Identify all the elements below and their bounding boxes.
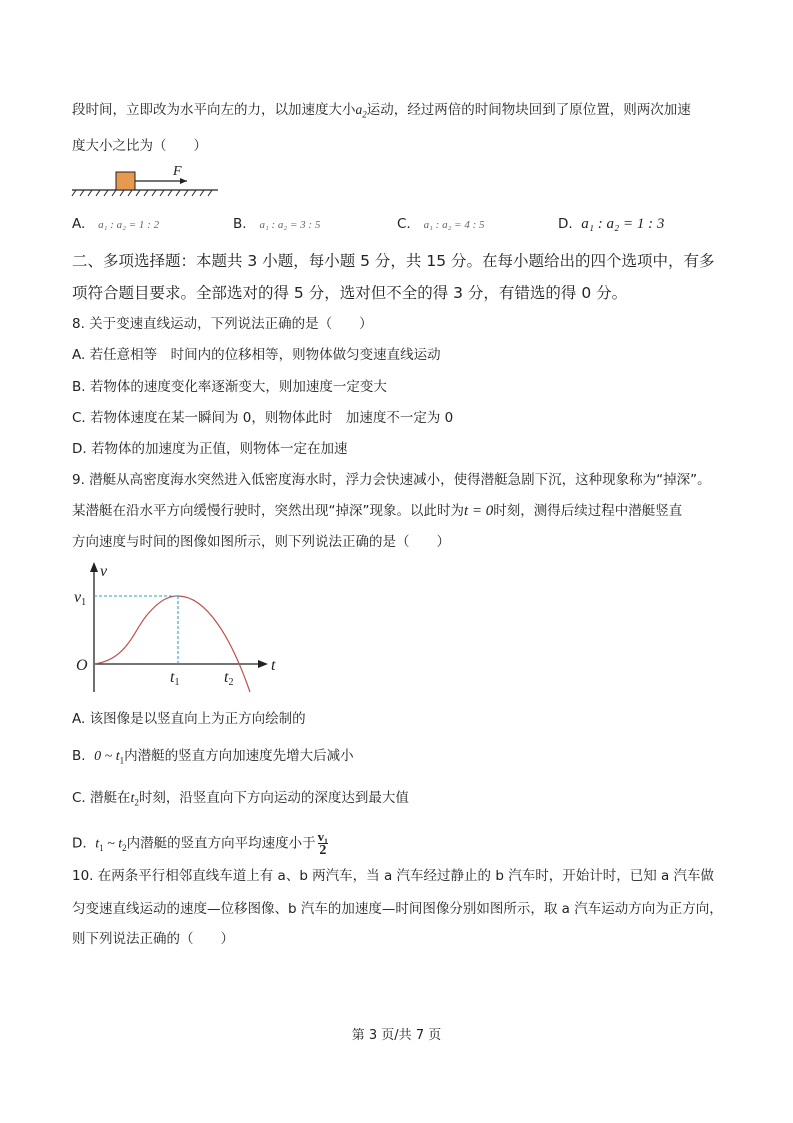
force-label: F [173, 164, 182, 179]
v1-label-sub: 1 [81, 597, 87, 608]
q7-option-a[interactable]: A. a₁ : a₂ = 1 : 2 [72, 216, 160, 232]
q7-option-c[interactable]: C. a₁ : a₂ = 4 : 5 [397, 216, 485, 232]
x-axis-label: t [271, 657, 276, 674]
v1-label: v [74, 589, 82, 606]
q7-stem-line1: 段时间，立即改为水平向左的力，以加速度大小$a_2$运动，经过两倍的时间物块回到了原位置，则两次加速 [72, 102, 691, 120]
block-force-diagram [72, 164, 222, 204]
q9-option-b[interactable]: B. 0 ~ $t_1$内潜艇的竖直方向加速度先增大后减小 [72, 748, 354, 766]
fraction-v1-over-2: $\frac{\text{v₁}}{2}$ [317, 829, 329, 858]
block [116, 172, 135, 190]
section2-heading-line1: 二、多项选择题：本题共 3 小题，每小题 5 分，共 15 分。在每小题给出的四个选项中，有多 [72, 252, 715, 270]
t1-label: t [170, 669, 175, 686]
y-axis-arrow [90, 562, 98, 572]
q8-stem: 8. 关于变速直线运动，下列说法正确的是（ ） [72, 316, 373, 332]
q8-option-b[interactable]: B. 若物体的速度变化率逐渐变大，则加速度一定变大 [72, 379, 387, 395]
y-axis-label: v [100, 563, 108, 580]
ground-hatching [72, 190, 212, 196]
svg-text:t2 [224, 669, 233, 688]
q7-option-b[interactable]: B. a₁ : a₂ = 3 : 5 [233, 216, 321, 232]
q8-option-a[interactable]: A. 若任意相等 时间内的位移相等，则物体做匀变速直线运动 [72, 347, 441, 363]
q9-option-a[interactable]: A. 该图像是以竖直向上为正方向绘制的 [72, 711, 306, 727]
q9-option-d[interactable]: D. $t_1$ ~ $t_2$内潜艇的竖直方向平均速度小于 $\frac{\text{v₁}}{2}$ [72, 829, 329, 858]
svg-text:t1 [170, 669, 179, 688]
q10-stem-line2: 匀变速直线运动的速度—位移图像、b 汽车的加速度—时间图像分别如图所示，取 a 汽车运动方向为正方向， [72, 901, 723, 917]
q9-stem-line1: 9. 潜艇从高密度海水突然进入低密度海水时，浮力会快速减小，使得潜艇急剧下沉，这种现象称为“掉深”。 [72, 472, 711, 488]
q10-stem-line3: 则下列说法正确的（ ） [72, 931, 234, 947]
velocity-time-graph [72, 560, 292, 700]
q8-option-d[interactable]: D. 若物体的加速度为正值，则物体一定在加速 [72, 441, 348, 457]
q7-stem-line2: 度大小之比为（ ） [72, 138, 207, 154]
svg-text:v1 [74, 589, 86, 608]
q10-stem-line1: 10. 在两条平行相邻直线车道上有 a、b 两汽车，当 a 汽车经过静止的 b 汽车时，开始计时，已知 a 汽车做 [72, 868, 715, 884]
t1-label-sub: 1 [174, 677, 180, 688]
q9-stem-line2: 某潜艇在沿水平方向缓慢行驶时，突然出现“掉深”现象。以此时为t = 0时刻，测得后续过程中潜艇竖直 [72, 503, 683, 519]
x-axis-arrow [258, 660, 268, 668]
origin-label: O [76, 657, 88, 674]
accel-a2: $a_2$ [355, 102, 367, 120]
page-footer: 第 3 页/共 7 页 [351, 1028, 442, 1043]
section2-heading-line2: 项符合题目要求。全部选对的得 5 分，选对但不全的得 3 分，有错选的得 0 分。 [72, 284, 628, 302]
t2-label: t [224, 669, 229, 686]
q9-option-c[interactable]: C. 潜艇在$t_2$时刻，沿竖直向下方向运动的深度达到最大值 [72, 790, 409, 808]
q8-option-c[interactable]: C. 若物体速度在某一瞬间为 0，则物体此时 加速度不一定为 0 [72, 410, 454, 426]
q7-option-d[interactable]: D. a₁ : a₂ = 1 : 3 [558, 216, 665, 232]
q9-stem-line3: 方向速度与时间的图像如图所示，则下列说法正确的是（ ） [72, 534, 450, 550]
t2-label-sub: 2 [228, 677, 234, 688]
